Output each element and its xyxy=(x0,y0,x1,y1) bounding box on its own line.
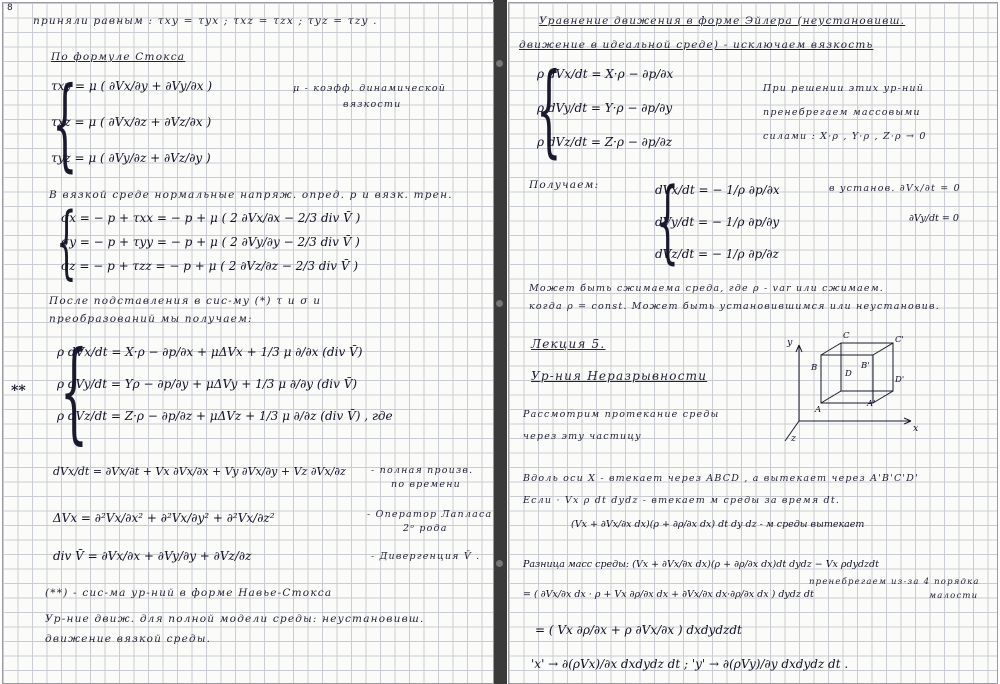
full-model-text: Ур-ние движ. для полной модели среды: неустановивш. xyxy=(45,613,425,625)
accel-x: dVx/dt = − 1/ρ ∂p/∂x xyxy=(655,183,780,197)
total-derivative-note: - полная произв. xyxy=(371,465,474,476)
sigma-brace: { xyxy=(56,195,77,288)
navier-stokes-x: ρ dVx/dt = X·ρ − ∂p/∂x + μΔVx + 1/3 μ ∂/∂x (div V̄) xyxy=(57,345,363,359)
obtain-brace: { xyxy=(656,169,680,274)
binder-hole xyxy=(496,300,503,307)
right-notebook-page xyxy=(508,2,998,684)
navier-stokes-z: ρ dVz/dt = Z·ρ − ∂p/∂z + μΔVz + 1/3 μ ∂/∂z (div V̄) , где xyxy=(57,409,393,423)
accel-z: dVz/dt = − 1/ρ ∂p/∂z xyxy=(655,247,779,261)
euler-z: ρ dVz/dt = Z·ρ − ∂p/∂z xyxy=(537,135,673,149)
through-particle-text: через эту частицу xyxy=(523,431,642,442)
mass-difference-result: = ( Vx ∂ρ/∂x + ρ ∂Vx/∂x ) dxdydzdt xyxy=(535,623,742,637)
mass-difference-expanded: = ( ∂Vx/∂x dx · ρ + Vx ∂ρ/∂x dx + ∂Vx/∂x dx·∂ρ/∂x dx ) dydz dt xyxy=(523,589,814,600)
neglect-note-2: малости xyxy=(929,591,979,601)
binder-hole xyxy=(496,60,503,67)
outflow-mass-text: (Vx + ∂Vx/∂x dx)(ρ + ∂ρ/∂x dx) dt dy dz - м среды вытекает xyxy=(571,519,865,530)
page-number: 8 xyxy=(7,3,13,13)
total-derivative-note-2: по времени xyxy=(391,479,461,490)
tau-yz-equation: τyz = μ ( ∂Vy/∂z + ∂Vz/∂y ) xyxy=(51,151,211,165)
euler-x: ρ dVx/dt = X·ρ − ∂p/∂x xyxy=(537,67,674,81)
incompressible-text: когда ρ = const. Может быть установившимся или неустановив. xyxy=(529,301,940,312)
navier-stokes-brace: { xyxy=(60,327,88,455)
divergence-note: - Дивергенция V̄ . xyxy=(371,551,481,562)
sigma-y-equation: σy = − p + τyy = − p + μ ( 2 ∂Vy/∂y − 2/3 div V̄ ) xyxy=(61,235,360,249)
neglect-note: пренебрегаем из-за 4 порядка xyxy=(809,577,980,587)
flux-xy-line: 'x' → ∂(ρVx)/∂x dxdydz dt ; 'y' → ∂(ρVy)/∂y dxdydz dt . xyxy=(531,657,849,671)
steady-condition-2: ∂Vy/dt = 0 xyxy=(909,213,959,224)
vertex-a: A xyxy=(815,405,822,415)
vertex-b: B xyxy=(811,363,818,373)
continuity-heading: Ур-ния Неразрывности xyxy=(531,369,708,383)
accel-y: dVy/dt = − 1/ρ ∂p/∂y xyxy=(655,215,780,229)
consider-flow-text: Рассмотрим протекание среды xyxy=(523,409,720,420)
euler-heading: Уравнение движения в форме Эйлера (неустановивш. xyxy=(539,15,906,27)
tau-xy-equation: τxy = μ ( ∂Vx/∂y + ∂Vy/∂x ) xyxy=(51,79,213,93)
vertex-a-prime: A' xyxy=(867,399,876,409)
navier-stokes-y: ρ dVy/dt = Yρ − ∂p/∂y + μΔVy + 1/3 μ ∂/∂y (div V̄) xyxy=(57,377,358,391)
viscosity-note: вязкости xyxy=(343,99,402,110)
axis-label-x: x xyxy=(913,423,919,434)
stokes-heading: По формуле Стокса xyxy=(51,51,186,63)
mass-force-note-2: пренебрегаем массовыми xyxy=(763,107,921,118)
total-derivative-equation: dVx/dt = ∂Vx/∂t + Vx ∂Vx/∂x + Vy ∂Vx/∂y + Vz ∂Vx/∂z xyxy=(53,465,346,478)
sigma-z-equation: σz = − p + τzz = − p + μ ( 2 ∂Vz/∂z − 2/3 div V̄ ) xyxy=(61,259,359,273)
vertex-d: D xyxy=(845,369,852,379)
compressible-text: Может быть сжимаема среда, где ρ - var или сжимаем. xyxy=(529,283,885,294)
laplace-equation: ΔVx = ∂²Vx/∂x² + ∂²Vx/∂y² + ∂²Vx/∂z² xyxy=(53,511,275,525)
mu-note: μ - коэфф. динамической xyxy=(293,83,447,94)
binding-gutter xyxy=(493,0,507,684)
binder-hole xyxy=(496,560,503,567)
obtain-label: Получаем: xyxy=(529,179,600,191)
laplace-note-2: 2ᵒ рода xyxy=(403,523,448,534)
steady-condition-1: в установ. ∂Vx/∂t = 0 xyxy=(829,183,961,194)
inflow-mass-text: Если · Vx ρ dt dydz - втекает м среды за время dt. xyxy=(523,495,841,506)
stokes-brace: { xyxy=(52,65,78,182)
left-notebook-page xyxy=(2,2,494,684)
axis-label-y: y xyxy=(787,337,793,348)
vertex-c: C xyxy=(843,331,850,341)
divergence-equation: div V̄ = ∂Vx/∂x + ∂Vy/∂y + ∂Vz/∂z xyxy=(53,549,252,563)
sigma-x-equation: σx = − p + τxx = − p + μ ( 2 ∂Vx/∂x − 2/3 div V̄ ) xyxy=(61,211,361,225)
euler-brace: { xyxy=(536,51,562,168)
inflow-outflow-text: Вдоль оси X - втекает через ABCD , а вытекает через A'B'C'D' xyxy=(523,473,919,484)
laplace-note: - Оператор Лапласа xyxy=(367,509,493,520)
navier-stokes-marker: ** xyxy=(11,383,26,399)
vertex-b-prime: B' xyxy=(861,361,870,371)
substitution-text: После подставления в сис-му (*) τ и σ и xyxy=(49,295,322,307)
symmetry-line: приняли равным : τxy = τyx ; τxz = τzx ; τyz = τzy . xyxy=(33,15,378,27)
mass-force-note-3: силами : X·ρ , Y·ρ , Z·ρ → 0 xyxy=(763,131,927,142)
mass-difference-text: Разница масс среды: (Vx + ∂Vx/∂x dx)(ρ + ∂ρ/∂x dx)dt dydz − Vx ρdydzdt xyxy=(523,559,879,570)
axis-label-z: z xyxy=(791,433,797,444)
tau-xz-equation: τxz = μ ( ∂Vx/∂z + ∂Vz/∂x ) xyxy=(51,115,212,129)
euler-heading-2: движение в идеальной среде) - исключаем вязкость xyxy=(519,39,874,51)
vertex-d-prime: D' xyxy=(895,375,905,385)
viscous-motion-text: движение вязкой среды. xyxy=(45,633,212,645)
mass-force-note-1: При решении этих ур-ний xyxy=(763,83,925,94)
navier-stokes-caption: (**) - сис-ма ур-ний в форме Навье-Стокса xyxy=(45,587,333,599)
vertex-c-prime: C' xyxy=(895,335,904,345)
normal-stress-intro: В вязкой среде нормальные напряж. опред. p и вязк. трен. xyxy=(49,189,453,201)
lecture-title: Лекция 5. xyxy=(531,337,606,351)
transform-text: преобразований мы получаем: xyxy=(49,313,253,325)
euler-y: ρ dVy/dt = Y·ρ − ∂p/∂y xyxy=(537,101,673,115)
